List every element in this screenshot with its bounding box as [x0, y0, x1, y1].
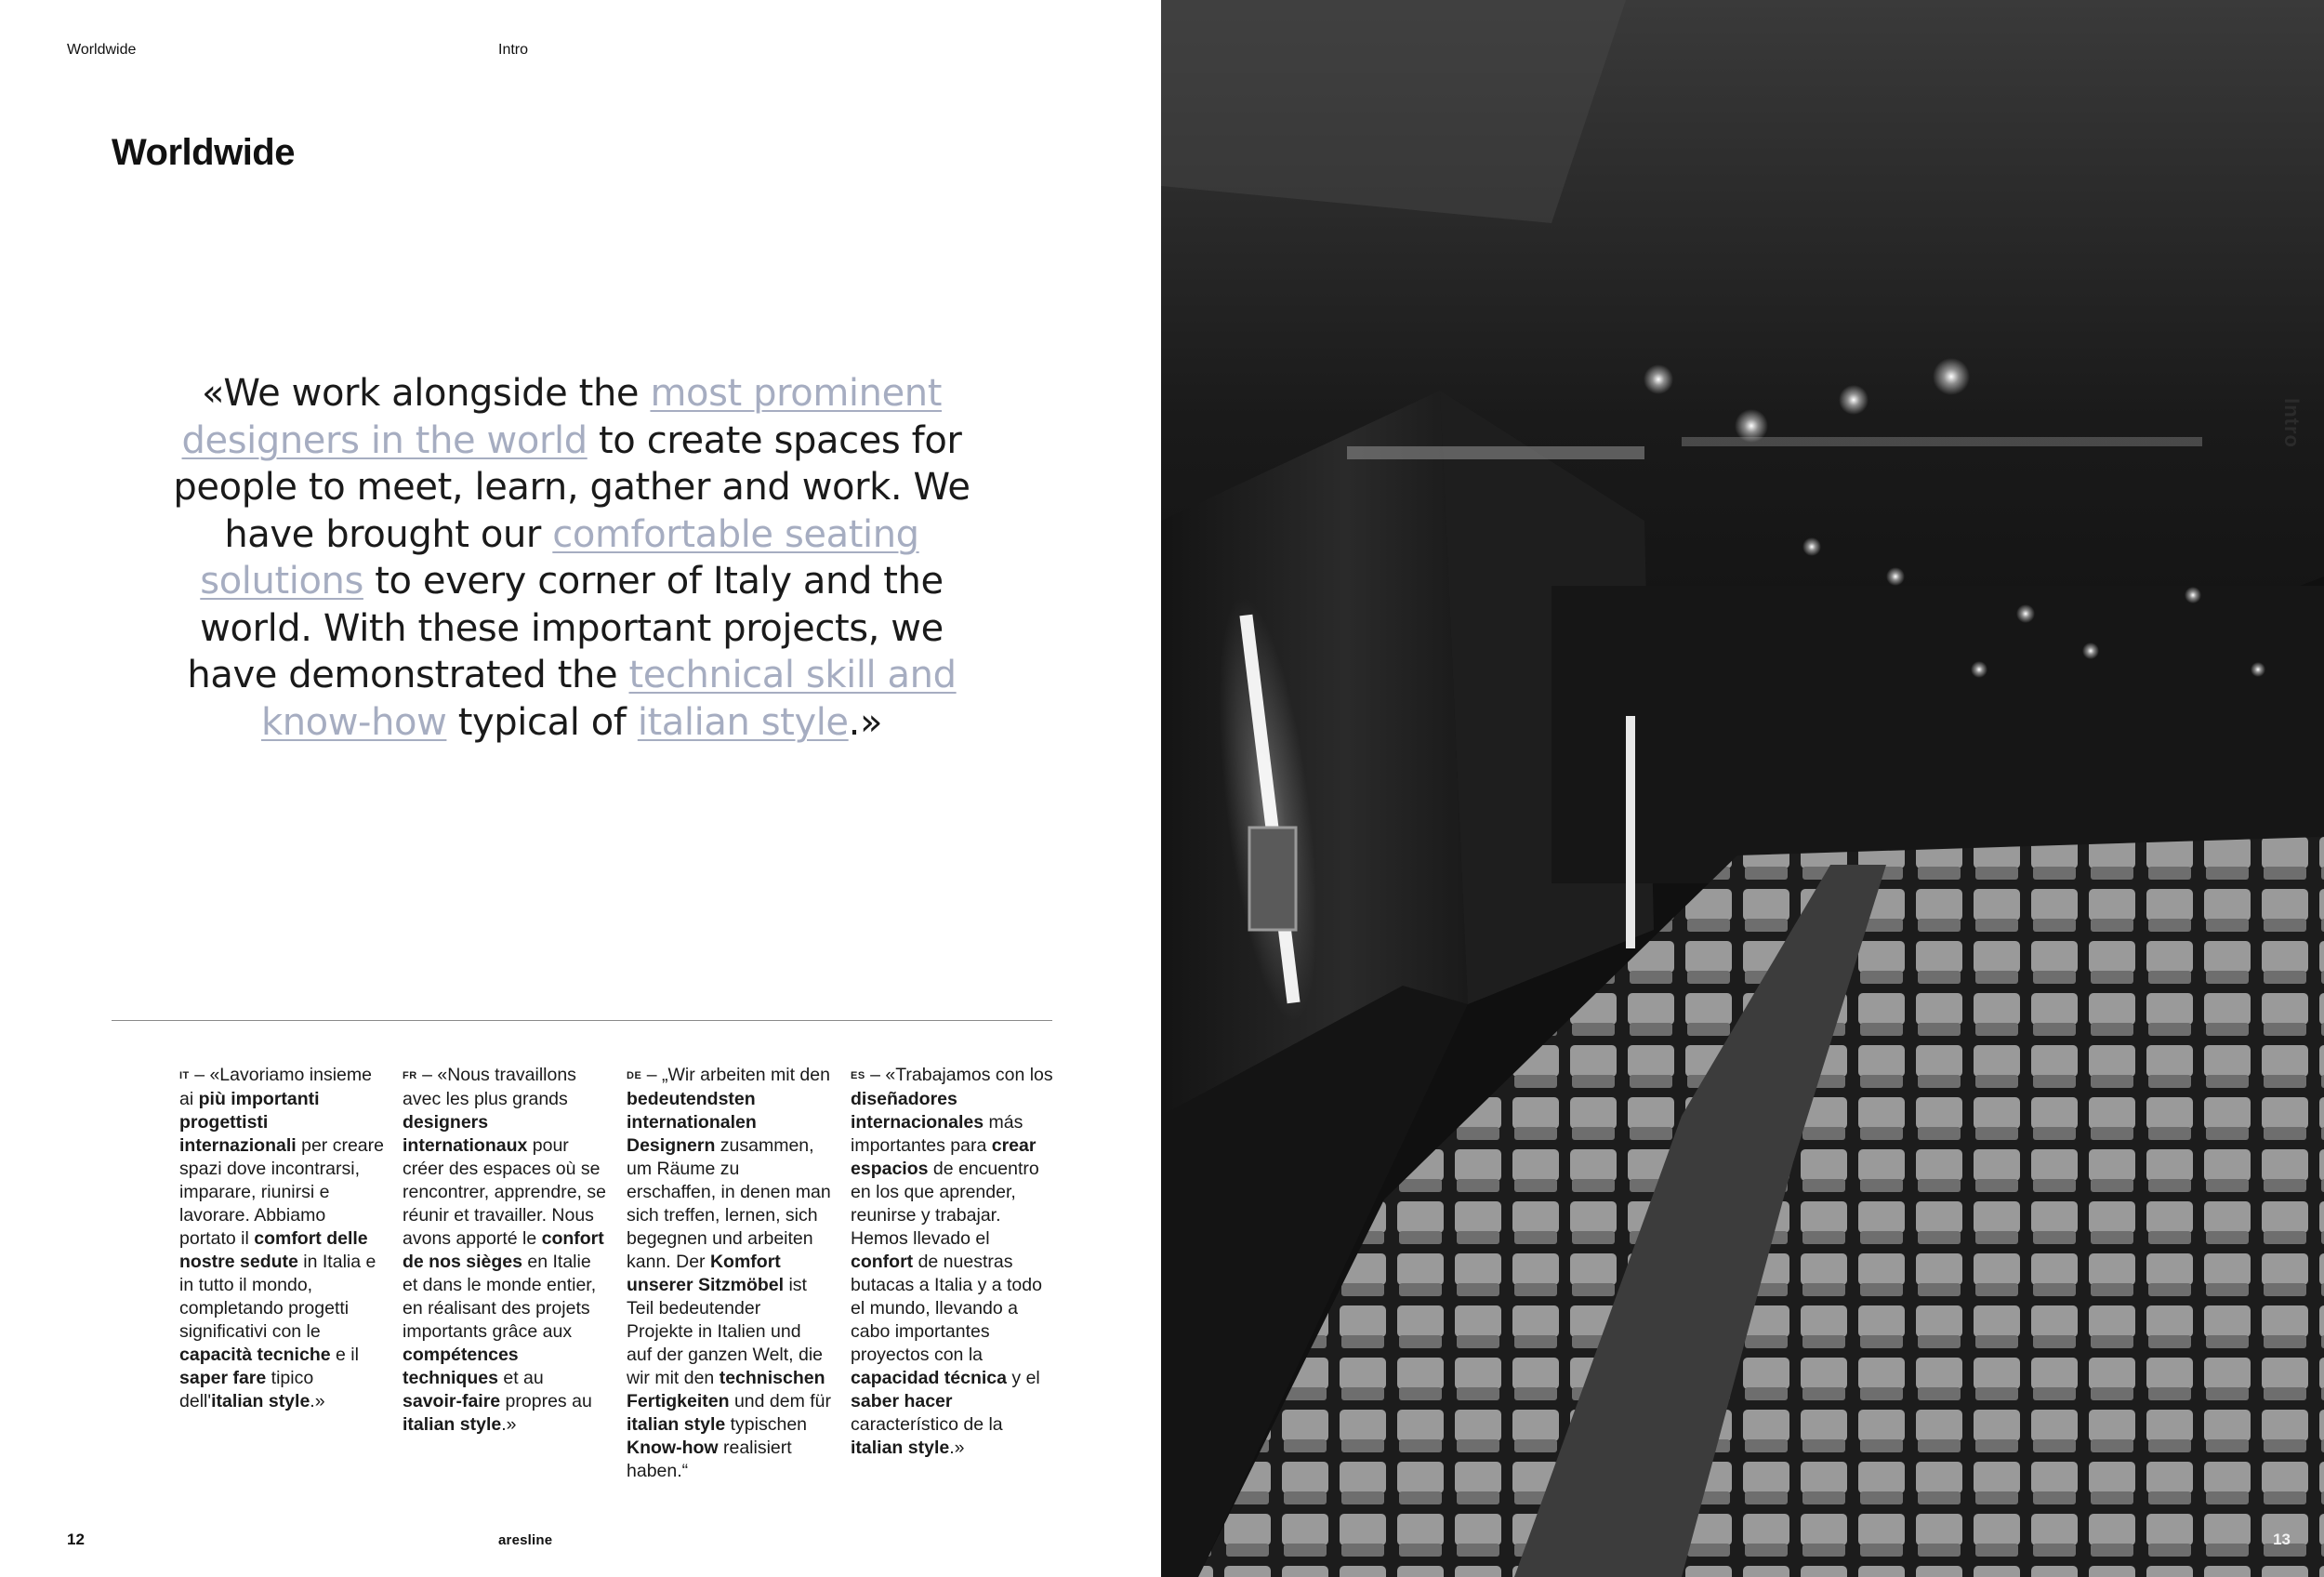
body-text: pour créer des espaces où se rencontrer, apprendre, se réunir et travailler. Nous avons apporté le	[403, 1135, 606, 1249]
body-text: per creare spazi dove incontrarsi, imparare, riunirsi e lavorare. Abbiamo portato il	[179, 1135, 384, 1249]
bold-text: saper fare	[179, 1368, 267, 1388]
bold-text: italian style	[627, 1414, 726, 1435]
quote-text: typical of	[446, 700, 638, 744]
bold-text: bedeutendsten internationalen Designern	[627, 1089, 757, 1156]
quote-highlight: italian style	[637, 700, 849, 744]
quote-text: to create spaces for people to meet, learn, gather and work. We have brought our	[173, 418, 971, 556]
right-page	[1161, 0, 2324, 1577]
lang-tag: FR	[403, 1070, 417, 1081]
bold-text: savoir-faire	[403, 1391, 501, 1411]
bold-text: technischen Fertigkeiten	[627, 1368, 825, 1411]
body-text: .»	[501, 1414, 517, 1435]
body-text: e il	[330, 1345, 359, 1365]
bold-text: confort	[851, 1252, 914, 1272]
bold-text: capacidad técnica	[851, 1368, 1007, 1388]
body-text: – «Nous travaillons avec les plus grands	[403, 1065, 576, 1109]
column-french	[403, 1064, 607, 1437]
body-text: – «Lavoriamo insieme ai	[179, 1065, 372, 1109]
body-text: y el	[1007, 1368, 1040, 1388]
body-text: in Italia e in tutto il mondo, completando progetti significativi con le	[179, 1252, 376, 1342]
body-text: en Italie et dans le monde entier, en réalisant des projets importants grâce aux	[403, 1252, 597, 1342]
quote-highlight: most prominent designers in the world	[181, 372, 943, 462]
brand-logo: aresline	[498, 1532, 553, 1548]
body-text: typischen	[725, 1414, 808, 1435]
running-head-section: Worldwide	[67, 42, 137, 58]
body-text: más importantes para	[851, 1112, 1023, 1156]
divider-rule	[112, 1020, 1052, 1021]
body-text: propres au	[500, 1391, 592, 1411]
pull-quote	[167, 370, 976, 746]
body-text: .»	[310, 1391, 325, 1411]
side-tab-intro: Intro	[2280, 398, 2304, 448]
left-page	[0, 0, 1161, 1577]
quote-text: to every corner of Italy and the world. With these important projects, we have demonstrated the	[187, 560, 944, 696]
page-number-right: 13	[2273, 1531, 2291, 1548]
bold-text: compétences techniques	[403, 1345, 519, 1388]
body-text: .»	[949, 1438, 965, 1458]
bold-text: comfort delle nostre sedute	[179, 1228, 368, 1272]
bold-text: italian style	[211, 1391, 310, 1411]
bold-text: italian style	[851, 1438, 950, 1458]
running-head-chapter: Intro	[498, 42, 529, 58]
body-text: tipico dell'	[179, 1368, 314, 1411]
bold-text: Know-how	[627, 1438, 719, 1458]
page-number-left: 12	[67, 1531, 85, 1548]
quote-text: «We work alongside the	[201, 372, 651, 415]
body-text: ist Teil bedeutender Projekte in Italien und auf der ganzen Welt, die wir mit den	[627, 1275, 824, 1388]
quote-highlight: comfortable seating solutions	[200, 512, 919, 603]
body-text: zusammen, um Räume zu erschaffen, in denen man sich treffen, lernen, sich begegnen und arbeiten kann. Der	[627, 1135, 831, 1272]
quote-highlight: technical skill and know-how	[260, 654, 957, 744]
bold-text: crear espacios	[851, 1135, 1037, 1179]
page-title: Worldwide	[112, 132, 295, 173]
body-text: característico de la	[851, 1414, 1003, 1435]
bold-text: italian style	[403, 1414, 502, 1435]
column-italian	[179, 1064, 384, 1413]
body-text: et au	[497, 1368, 544, 1388]
body-text: de encuentro en los que aprender, reunirse y trabajar. Hemos llevado el	[851, 1159, 1039, 1249]
body-text: realisiert haben.“	[627, 1438, 792, 1481]
auditorium-seating-photo	[1161, 0, 2324, 1577]
bold-text: Komfort unserer Sitzmöbel	[627, 1252, 785, 1295]
quote-text: .»	[848, 700, 883, 744]
bold-text: capacità tecniche	[179, 1345, 331, 1365]
lang-tag: DE	[627, 1070, 642, 1081]
bold-text: confort de nos sièges	[403, 1228, 604, 1272]
bold-text: designers internationaux	[403, 1112, 528, 1156]
body-text: – „Wir arbeiten mit den	[641, 1065, 830, 1085]
lang-tag: IT	[179, 1070, 190, 1081]
body-text: – «Trabajamos con los	[865, 1065, 1053, 1085]
bold-text: diseñadores internacionales	[851, 1089, 984, 1133]
bold-text: più importanti progettisti internazionali	[179, 1089, 320, 1156]
body-text: und dem für	[729, 1391, 832, 1411]
bold-text: saber hacer	[851, 1391, 953, 1411]
column-spanish	[851, 1064, 1055, 1460]
body-text: de nuestras butacas a Italia y a todo el mundo, llevando a cabo importantes proyectos con la	[851, 1252, 1042, 1365]
lang-tag: ES	[851, 1070, 865, 1081]
column-german	[627, 1064, 831, 1483]
